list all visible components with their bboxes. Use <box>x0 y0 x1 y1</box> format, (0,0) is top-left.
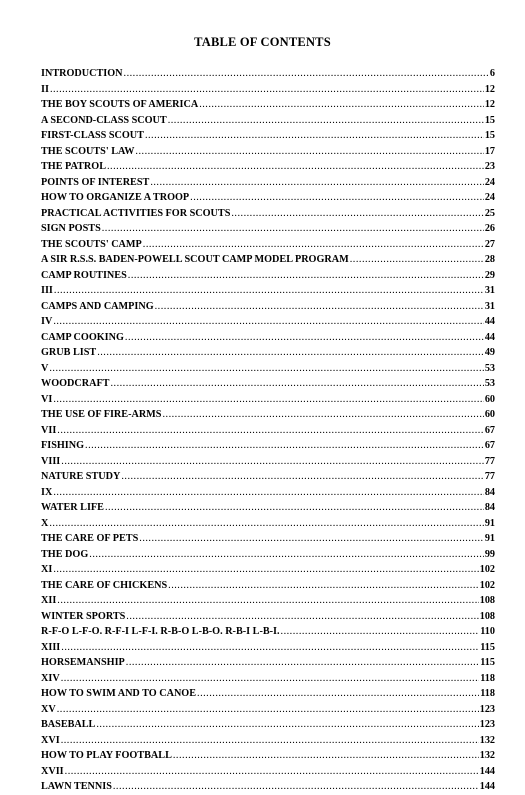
dot-leader <box>126 609 478 625</box>
dot-leader <box>168 113 484 129</box>
dot-leader <box>281 624 480 640</box>
toc-entry-page-number: 84 <box>484 486 495 498</box>
toc-entry-label: R-F-O L-F-O. R-F-I L-F-I. R-B-O L-B-O. R-B-I L-B-I. <box>41 626 280 637</box>
toc-entry-label: XIII <box>41 641 61 653</box>
toc-entry-label: WOODCRAFT <box>41 378 110 389</box>
dot-leader <box>143 237 484 253</box>
toc-entry[interactable] <box>41 624 495 640</box>
toc-entry-label: X <box>41 517 49 529</box>
toc-entry-label: VI <box>41 393 53 405</box>
toc-entry[interactable] <box>41 345 495 361</box>
toc-entry[interactable] <box>41 252 495 268</box>
dot-leader <box>128 268 484 284</box>
toc-entry[interactable] <box>41 392 495 408</box>
toc-entry-page-number: 25 <box>484 207 495 219</box>
toc-entry-page-number: 144 <box>479 781 495 792</box>
dot-leader <box>145 128 484 144</box>
toc-entry-page-number: 6 <box>489 68 495 79</box>
toc-entry[interactable] <box>41 283 495 299</box>
toc-entry-page-number: 53 <box>484 378 495 389</box>
toc-entry[interactable] <box>41 764 495 780</box>
toc-entry-label: THE PATROL <box>41 161 106 172</box>
dot-leader <box>197 686 479 702</box>
toc-entry-label: HOW TO PLAY FOOTBALL <box>41 750 172 761</box>
toc-entry-label: II <box>41 83 49 95</box>
toc-entry-label: THE SCOUTS' LAW <box>41 145 135 157</box>
dot-leader <box>57 702 479 718</box>
toc-entry[interactable] <box>41 97 495 113</box>
toc-entry[interactable] <box>41 268 495 284</box>
toc-entry[interactable] <box>41 547 495 563</box>
toc-entry-label: XVI <box>41 734 60 746</box>
dot-leader <box>199 97 484 113</box>
toc-entry-label: WINTER SPORTS <box>41 610 126 622</box>
toc-entry-page-number: 12 <box>484 99 495 110</box>
toc-entry-page-number: 144 <box>479 765 495 777</box>
toc-entry[interactable] <box>41 175 495 191</box>
toc-entry[interactable] <box>41 562 495 578</box>
toc-entry[interactable] <box>41 423 495 439</box>
toc-entry[interactable] <box>41 702 495 718</box>
toc-entry-label: IX <box>41 486 53 498</box>
toc-entry-label: NATURE STUDY <box>41 471 121 482</box>
toc-entry[interactable] <box>41 531 495 547</box>
dot-leader <box>53 314 483 330</box>
dot-leader <box>53 562 478 578</box>
dot-leader <box>54 283 484 299</box>
toc-entry-label: THE CARE OF PETS <box>41 533 139 544</box>
dot-leader <box>49 516 483 532</box>
toc-entry-page-number: 77 <box>484 455 495 467</box>
dot-leader <box>85 438 484 454</box>
toc-entry-page-number: 108 <box>479 610 495 622</box>
toc-entry-page-number: 27 <box>484 238 495 250</box>
toc-entry[interactable] <box>41 159 495 175</box>
dot-leader <box>61 454 484 470</box>
dot-leader <box>168 578 479 594</box>
toc-entry-page-number: 24 <box>484 176 495 188</box>
toc-entry-page-number: 115 <box>480 657 495 668</box>
toc-entry-label: THE CARE OF CHICKENS <box>41 579 168 591</box>
toc-entry[interactable] <box>41 454 495 470</box>
toc-entry[interactable] <box>41 237 495 253</box>
toc-entry-label: VII <box>41 424 57 436</box>
toc-entry-page-number: 31 <box>484 300 495 312</box>
toc-entry[interactable] <box>41 469 495 485</box>
dot-leader <box>105 500 484 516</box>
toc-entry-page-number: 118 <box>480 688 495 699</box>
dot-leader <box>57 593 478 609</box>
dot-leader <box>102 221 484 237</box>
toc-entry-page-number: 115 <box>480 641 495 653</box>
toc-entry-page-number: 44 <box>484 331 495 343</box>
toc-entry-label: XII <box>41 595 57 606</box>
dot-leader <box>53 485 483 501</box>
toc-entry-label: INTRODUCTION <box>41 68 123 79</box>
toc-entry[interactable] <box>41 593 495 609</box>
toc-entry-label: THE DOG <box>41 548 89 560</box>
toc-entry-label: CAMP COOKING <box>41 331 124 343</box>
toc-entry[interactable] <box>41 376 495 392</box>
toc-entry[interactable] <box>41 748 495 764</box>
toc-entry[interactable] <box>41 330 495 346</box>
toc-entry[interactable] <box>41 206 495 222</box>
toc-entry[interactable] <box>41 221 495 237</box>
toc-entry[interactable] <box>41 655 495 671</box>
toc-entry[interactable] <box>41 314 495 330</box>
toc-entry-page-number: 44 <box>484 316 495 327</box>
toc-entry-page-number: 102 <box>479 579 495 591</box>
toc-entry[interactable] <box>41 686 495 702</box>
toc-entry-page-number: 31 <box>484 285 495 296</box>
dot-leader <box>155 299 484 315</box>
table-of-contents <box>41 66 495 795</box>
toc-entry-page-number: 67 <box>484 424 495 436</box>
toc-entry-page-number: 99 <box>484 548 495 560</box>
toc-entry[interactable] <box>41 113 495 129</box>
dot-leader <box>135 144 483 160</box>
toc-entry[interactable] <box>41 609 495 625</box>
toc-entry[interactable] <box>41 485 495 501</box>
toc-entry-label: FIRST-CLASS SCOUT <box>41 130 144 141</box>
toc-entry-label: XV <box>41 703 56 715</box>
toc-entry-label: PRACTICAL ACTIVITIES FOR SCOUTS <box>41 207 231 219</box>
toc-entry-label: HOW TO SWIM AND TO CANOE <box>41 688 197 699</box>
toc-entry-label: SIGN POSTS <box>41 223 101 234</box>
toc-entry-label: GRUB LIST <box>41 347 97 358</box>
dot-leader <box>162 407 483 423</box>
toc-entry[interactable] <box>41 361 495 377</box>
toc-entry[interactable] <box>41 82 495 98</box>
toc-entry[interactable] <box>41 66 495 82</box>
dot-leader <box>97 345 484 361</box>
dot-leader <box>173 748 479 764</box>
toc-entry-label: THE SCOUTS' CAMP <box>41 238 142 250</box>
dot-leader <box>190 190 484 206</box>
dot-leader <box>231 206 483 222</box>
toc-entry[interactable] <box>41 717 495 733</box>
toc-entry[interactable] <box>41 578 495 594</box>
toc-entry-page-number: 108 <box>479 595 495 606</box>
dot-leader <box>61 671 480 687</box>
toc-entry-label: FISHING <box>41 440 85 451</box>
toc-entry-label: IV <box>41 316 53 327</box>
dot-leader <box>110 376 483 392</box>
toc-entry-page-number: 77 <box>484 471 495 482</box>
toc-entry-page-number: 132 <box>479 734 495 746</box>
dot-leader <box>121 469 483 485</box>
toc-entry-label: CAMP ROUTINES <box>41 269 127 281</box>
toc-entry[interactable] <box>41 516 495 532</box>
toc-entry[interactable] <box>41 671 495 687</box>
dot-leader <box>57 423 484 439</box>
toc-entry-label: A SECOND-CLASS SCOUT <box>41 114 167 126</box>
toc-entry-label: VIII <box>41 455 61 467</box>
toc-entry-page-number: 84 <box>484 502 495 513</box>
dot-leader <box>139 531 484 547</box>
toc-entry-page-number: 17 <box>484 145 495 157</box>
toc-entry[interactable] <box>41 128 495 144</box>
toc-entry-label: WATER LIFE <box>41 502 104 513</box>
dot-leader <box>125 330 484 346</box>
dot-leader <box>350 252 484 268</box>
toc-entry-label: A SIR R.S.S. BADEN-POWELL SCOUT CAMP MODEL PROGRAM <box>41 254 349 265</box>
toc-entry[interactable] <box>41 733 495 749</box>
toc-entry-page-number: 29 <box>484 269 495 281</box>
toc-entry-page-number: 110 <box>480 626 495 637</box>
toc-entry-page-number: 67 <box>484 440 495 451</box>
toc-entry-label: XIV <box>41 672 60 684</box>
toc-entry-page-number: 118 <box>480 672 495 684</box>
toc-entry-page-number: 24 <box>484 192 495 203</box>
dot-leader <box>53 392 483 408</box>
toc-entry-label: THE BOY SCOUTS OF AMERICA <box>41 99 199 110</box>
toc-entry-label: LAWN TENNIS <box>41 781 112 792</box>
toc-entry-page-number: 123 <box>479 703 495 715</box>
toc-entry-page-number: 15 <box>484 130 495 141</box>
dot-leader <box>126 655 480 671</box>
dot-leader <box>107 159 484 175</box>
toc-entry-label: III <box>41 285 53 296</box>
toc-entry-label: XVII <box>41 765 64 777</box>
toc-entry-page-number: 60 <box>484 409 495 420</box>
dot-leader <box>89 547 484 563</box>
toc-entry[interactable] <box>41 640 495 656</box>
toc-entry-label: HOW TO ORGANIZE A TROOP <box>41 192 190 203</box>
toc-entry-label: V <box>41 362 49 374</box>
dot-leader <box>113 779 479 795</box>
page-title: TABLE OF CONTENTS <box>194 35 331 49</box>
dot-leader <box>61 640 479 656</box>
toc-entry-label: POINTS OF INTEREST <box>41 176 150 188</box>
toc-entry[interactable] <box>41 190 495 206</box>
toc-entry-label: BASEBALL <box>41 719 96 730</box>
toc-entry-page-number: 23 <box>484 161 495 172</box>
dot-leader <box>50 82 484 98</box>
toc-entry[interactable] <box>41 407 495 423</box>
toc-entry-page-number: 28 <box>484 254 495 265</box>
toc-entry-page-number: 132 <box>479 750 495 761</box>
dot-leader <box>96 717 478 733</box>
toc-entry-label: CAMPS AND CAMPING <box>41 300 154 312</box>
toc-entry[interactable] <box>41 779 495 795</box>
dot-leader <box>49 361 483 377</box>
toc-entry-page-number: 91 <box>484 533 495 544</box>
toc-entry-page-number: 60 <box>484 393 495 405</box>
toc-entry-page-number: 26 <box>484 223 495 234</box>
toc-entry[interactable] <box>41 438 495 454</box>
dot-leader <box>150 175 483 191</box>
dot-leader <box>65 764 479 780</box>
toc-entry-page-number: 12 <box>484 83 495 95</box>
dot-leader <box>124 66 489 82</box>
toc-entry-page-number: 53 <box>484 362 495 374</box>
toc-entry-page-number: 102 <box>479 564 495 575</box>
toc-entry-page-number: 123 <box>479 719 495 730</box>
toc-entry-page-number: 49 <box>484 347 495 358</box>
toc-entry-label: HORSEMANSHIP <box>41 657 125 668</box>
toc-entry[interactable] <box>41 144 495 160</box>
toc-entry-page-number: 15 <box>484 114 495 126</box>
dot-leader <box>61 733 479 749</box>
toc-entry-label: THE USE OF FIRE-ARMS <box>41 409 162 420</box>
toc-entry-label: XI <box>41 564 53 575</box>
toc-entry-page-number: 91 <box>484 517 495 529</box>
toc-entry[interactable] <box>41 500 495 516</box>
toc-entry[interactable] <box>41 299 495 315</box>
